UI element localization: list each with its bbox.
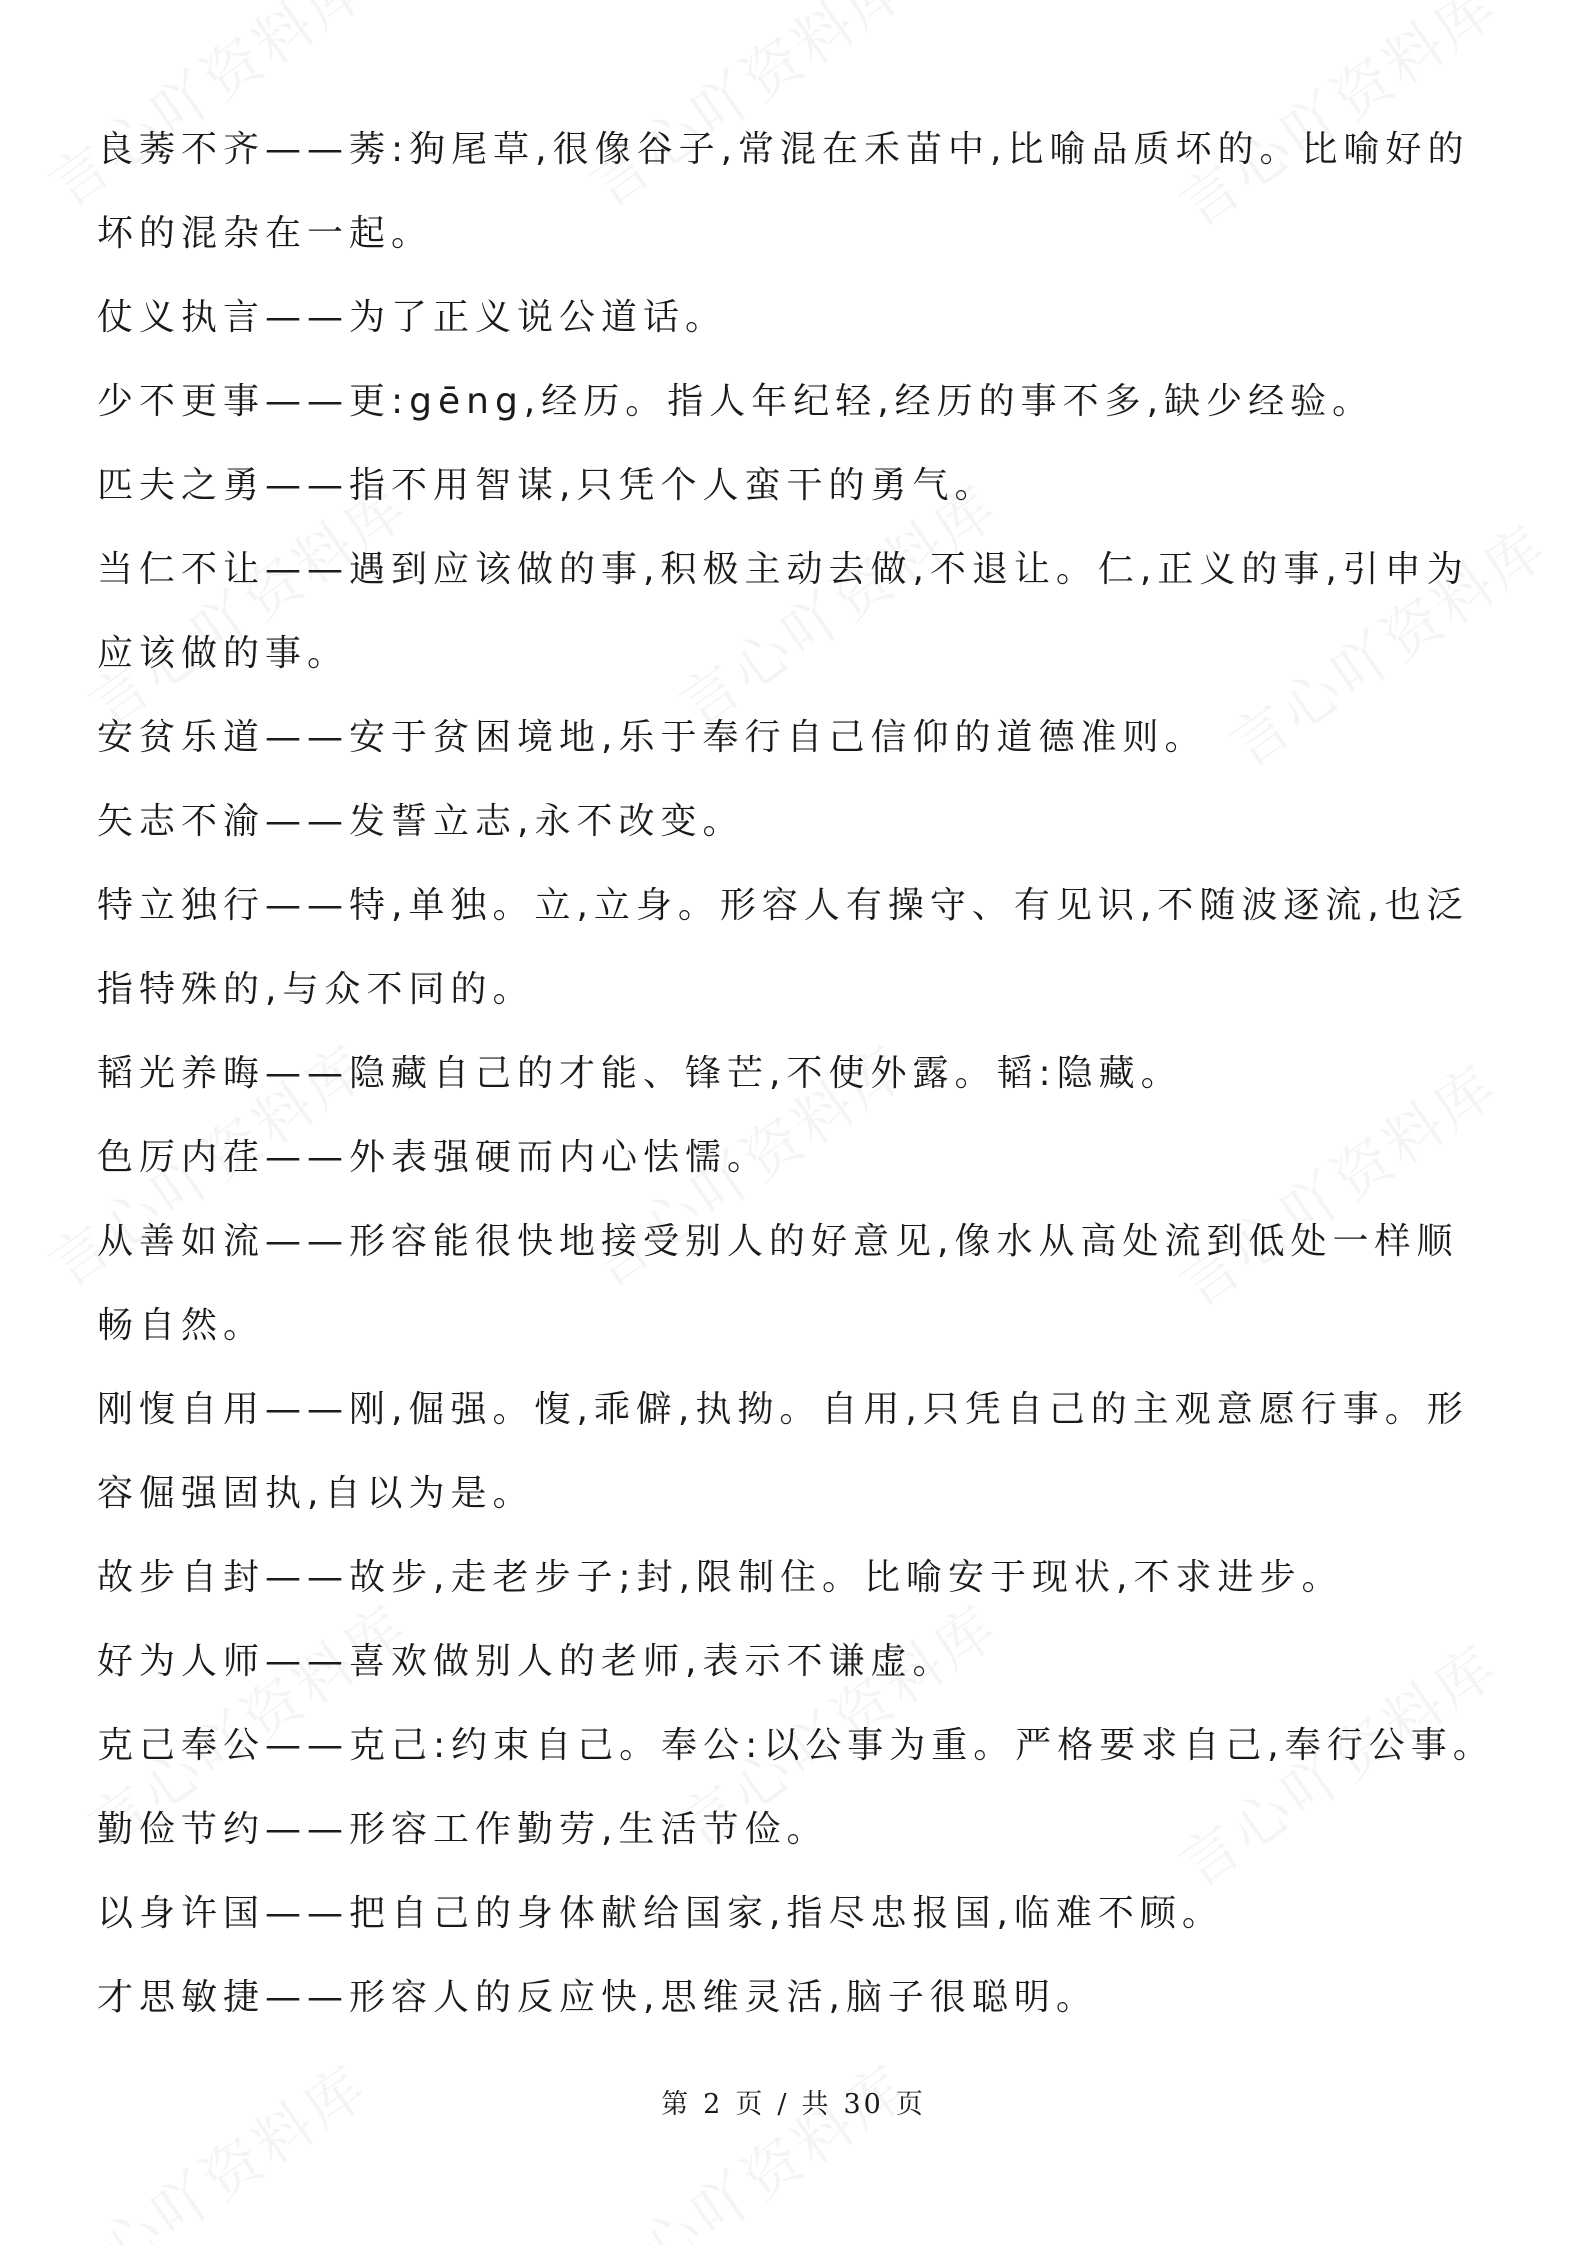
idiom-entry: 色厉内荏——外表强硬而内心怯懦。 — [97, 1137, 770, 1178]
watermark — [30, 2041, 383, 2245]
watermark — [570, 2041, 923, 2245]
idiom-entry: 勤俭节约——形容工作勤劳,生活节俭。 — [97, 1809, 829, 1850]
page-separator: / — [777, 2089, 790, 2120]
page-footer — [0, 2082, 1587, 2121]
idiom-entry: 故步自封——故步,走老步子;封,限制住。比喻安于现状,不求进步。 — [97, 1557, 1344, 1598]
page-unit: 页 — [735, 2089, 766, 2120]
idiom-entry: 才思敏捷——形容人的反应快,思维灵活,脑子很聪明。 — [97, 1977, 1098, 2018]
idiom-entry: 好为人师——喜欢做别人的老师,表示不谦虚。 — [97, 1641, 955, 1682]
idiom-entry: 匹夫之勇——指不用智谋,只凭个人蛮干的勇气。 — [97, 465, 997, 506]
idiom-entry: 特立独行——特,单独。立,立身。形容人有操守、有见识,不随波逐流,也泛指特殊的,与众不同的。 — [97, 885, 1469, 1010]
idiom-entry: 良莠不齐——莠:狗尾草,很像谷子,常混在禾苗中,比喻品质坏的。比喻好的坏的混杂在一起。 — [97, 129, 1470, 254]
idiom-entry: 克己奉公——克己:约束自己。奉公:以公事为重。严格要求自己,奉行公事。 — [97, 1725, 1495, 1766]
idiom-entry: 当仁不让——遇到应该做的事,积极主动去做,不退让。仁,正义的事,引申为应该做的事。 — [97, 549, 1469, 674]
page-number: 2 — [703, 2089, 724, 2120]
total-pages: 30 — [843, 2089, 884, 2120]
total-prefix: 共 — [801, 2089, 832, 2120]
idiom-entry: 刚愎自用——刚,倔强。愎,乖僻,执拗。自用,只凭自己的主观意愿行事。形容倔强固执,自以为是。 — [97, 1389, 1469, 1514]
idiom-entry: 少不更事——更:gēng,经历。指人年纪轻,经历的事不多,缺少经验。 — [97, 381, 1375, 422]
total-unit: 页 — [895, 2089, 926, 2120]
idiom-entry: 从善如流——形容能很快地接受别人的好意见,像水从高处流到低处一样顺畅自然。 — [97, 1221, 1459, 1346]
idiom-entry: 以身许国——把自己的身体献给国家,指尽忠报国,临难不顾。 — [97, 1893, 1224, 1934]
idiom-list — [97, 108, 1497, 2040]
page-prefix: 第 — [661, 2089, 692, 2120]
idiom-entry: 韬光养晦——隐藏自己的才能、锋芒,不使外露。韬:隐藏。 — [97, 1053, 1183, 1094]
idiom-entry: 安贫乐道——安于贫困境地,乐于奉行自己信仰的道德准则。 — [97, 717, 1207, 758]
idiom-entry: 仗义执言——为了正义说公道话。 — [97, 297, 728, 338]
idiom-entry: 矢志不渝——发誓立志,永不改变。 — [97, 801, 745, 842]
